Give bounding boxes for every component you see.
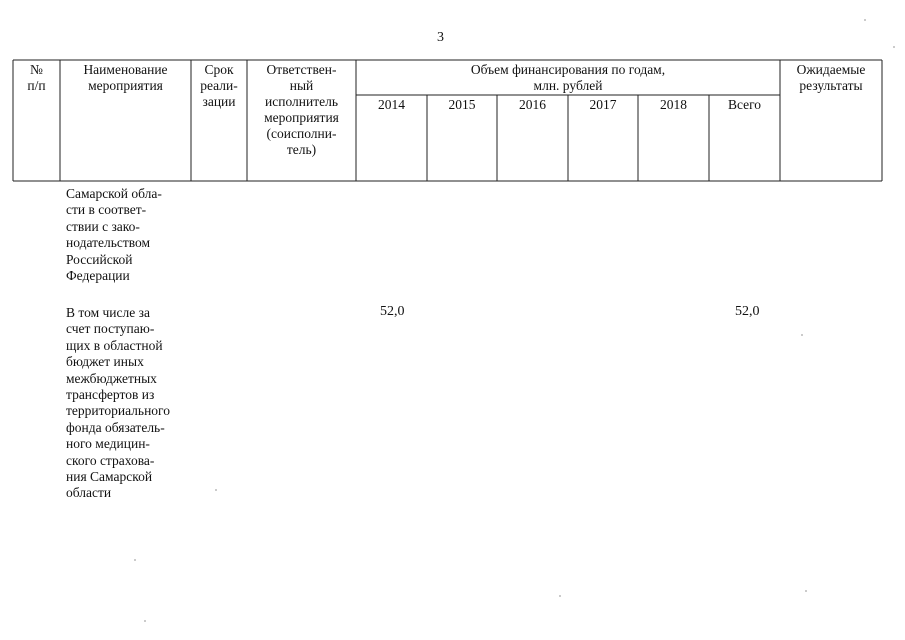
header-funding: Объем финансирования по годам, млн. рублей bbox=[470, 62, 666, 93]
header-num: № п/п bbox=[27, 62, 46, 93]
scan-speck bbox=[805, 590, 807, 592]
page-number: 3 bbox=[437, 30, 444, 45]
header-year-2015: 2015 bbox=[448, 97, 476, 112]
header-term: Срок реали- зации bbox=[200, 62, 238, 109]
row-1-name: Самарской обла- сти в соответ- ствии с зако- нодательством Российской Федерации bbox=[66, 186, 162, 284]
scan-speck bbox=[144, 620, 146, 622]
scan-speck bbox=[559, 595, 561, 597]
row-2-name: В том числе за счет поступаю- щих в областной бюджет иных межбюджетных трансфертов из территориального фонда обязатель- ного медицин- ского страхова- ния Самарской области bbox=[66, 305, 170, 501]
row-2-value-total: 52,0 bbox=[735, 304, 760, 319]
header-results: Ожидаемые результаты bbox=[796, 62, 866, 93]
scan-speck bbox=[864, 19, 866, 21]
row-2-value-2014: 52,0 bbox=[380, 304, 405, 319]
header-year-2016: 2016 bbox=[519, 97, 546, 112]
header-year-2014: 2014 bbox=[378, 97, 405, 112]
scan-speck bbox=[215, 489, 217, 491]
header-executor: Ответствен- ный исполнитель мероприятия (соисполни- тель) bbox=[264, 62, 339, 157]
scan-speck bbox=[893, 46, 895, 48]
header-year-total: Всего bbox=[727, 97, 762, 112]
scan-speck bbox=[801, 334, 803, 336]
header-year-2018: 2018 bbox=[660, 97, 687, 112]
header-year-2017: 2017 bbox=[589, 97, 617, 112]
scan-speck bbox=[134, 559, 136, 561]
header-name: Наименование мероприятия bbox=[83, 62, 168, 93]
